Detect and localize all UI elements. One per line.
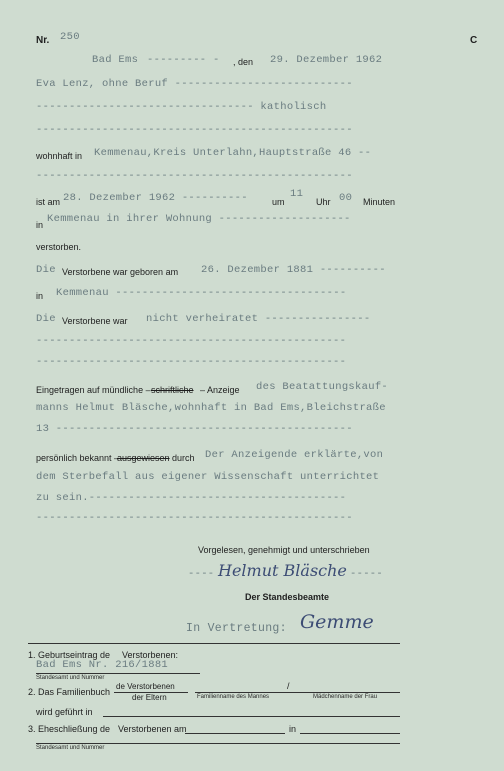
- um-label: um: [272, 197, 285, 207]
- corner-mark: C: [470, 35, 478, 46]
- birth-entry-rule: [36, 673, 200, 674]
- family-book-col2: Mädchenname der Frau: [313, 694, 378, 700]
- informant-line-3: 13 ---------------------------------------------: [36, 423, 353, 435]
- identity-line-4: ------------------------------------------------: [36, 512, 353, 524]
- identity-line-1: Der Anzeigende erklärte,von: [205, 449, 384, 461]
- family-book-rule: [195, 692, 400, 693]
- birth-entry-label-b: Verstorbenen:: [122, 650, 179, 660]
- religion-line: --------------------------------- katholisch: [36, 101, 327, 113]
- residence-filler: ------------------------------------------------: [36, 170, 353, 182]
- registrar-signature: Gemme: [300, 611, 374, 633]
- family-book-col1: Familienname des Mannes: [197, 694, 270, 700]
- family-book-cont-rule: [103, 716, 400, 717]
- read-approved-line: Vorgelesen, genehmigt und unterschrieben: [198, 545, 370, 555]
- marital-filler-1: -----------------------------------------------: [36, 335, 347, 347]
- residence-value: Kemmenau,Kreis Unterlahn,Hauptstraße 46 --: [94, 147, 372, 159]
- marriage-rule: [36, 743, 400, 744]
- birth-in-label: in: [36, 291, 44, 301]
- nr-value: 250: [60, 31, 80, 43]
- sig-dash-left: ----: [188, 568, 215, 580]
- birth-place: Kemmenau -----------------------------------: [56, 287, 347, 299]
- marriage-mid: Verstorbenen am: [118, 724, 187, 734]
- deceased-name-line: Eva Lenz, ohne Beruf ---------------------------: [36, 78, 353, 90]
- residence-label: wohnhaft in: [36, 151, 83, 161]
- identity-line-3: zu sein.---------------------------------------: [36, 492, 347, 504]
- informant-line-1: des Beatattungskauf-: [256, 381, 389, 393]
- registration-label-b: – Anzeige: [200, 385, 240, 395]
- nr-label: Nr.: [36, 35, 50, 46]
- birth-date: 26. Dezember 1881 ----------: [201, 264, 386, 276]
- minuten-label: Minuten: [363, 197, 396, 207]
- informant-signature: Helmut Bläsche: [218, 561, 347, 580]
- birth-entry-value: Bad Ems Nr. 216/1881: [36, 659, 169, 671]
- deputy-label: In Vertretung:: [186, 622, 287, 635]
- informant-line-2: manns Helmut Bläsche,wohnhaft in Bad Ems,Bleichstraße: [36, 402, 386, 414]
- marriage-label: 3. Eheschließung de: [28, 724, 111, 734]
- sig-dash-right: -----: [350, 568, 384, 580]
- registrar-title: Der Standesbeamte: [245, 592, 330, 602]
- identity-label-struck: ausgewiesen: [117, 453, 170, 463]
- family-book-bottom: der Eltern: [132, 693, 167, 702]
- identity-label-b: durch: [172, 453, 195, 463]
- family-book-cont: wird geführt in: [36, 707, 93, 717]
- uhr-label: Uhr: [316, 197, 331, 207]
- birth-article: Die: [36, 264, 56, 276]
- marriage-place-rule: [300, 733, 400, 734]
- family-book-slash: /: [287, 681, 290, 691]
- filler: --------- -: [147, 54, 220, 66]
- death-hour: 11: [290, 188, 304, 200]
- den-label: , den: [233, 57, 254, 67]
- family-book-label: 2. Das Familienbuch: [28, 687, 111, 697]
- registration-label-struck: schriftliche: [151, 385, 194, 395]
- registry-date: 29. Dezember 1962: [270, 54, 383, 66]
- death-place: Kemmenau in ihrer Wohnung --------------------: [47, 213, 351, 225]
- marriage-date-rule: [185, 733, 285, 734]
- registry-place: Bad Ems: [92, 54, 139, 66]
- birth-entry-sub: Standesamt und Nummer: [36, 675, 105, 681]
- verstorben-label: verstorben.: [36, 242, 82, 252]
- ist-am-label: ist am: [36, 197, 61, 207]
- identity-label-a: persönlich bekannt –: [36, 453, 120, 463]
- death-date: 28. Dezember 1962 ----------: [63, 192, 248, 204]
- identity-line-2: dem Sterbefall aus eigener Wissenschaft unterrichtet: [36, 471, 380, 483]
- birth-entry-label-a: 1. Geburtseintrag de: [28, 650, 111, 660]
- family-book-top: de Verstorbenen: [116, 682, 175, 691]
- death-in-label: in: [36, 220, 44, 230]
- marriage-sub: Standesamt und Nummer: [36, 745, 105, 751]
- marital-article: Die: [36, 313, 56, 325]
- marital-label: Verstorbene war: [62, 316, 128, 326]
- marital-value: nicht verheiratet ----------------: [146, 313, 371, 325]
- footer-rule: [28, 643, 400, 644]
- marital-filler-2: -----------------------------------------------: [36, 356, 347, 368]
- person-filler-line: ------------------------------------------------: [36, 124, 353, 136]
- death-minutes: 00: [339, 192, 353, 204]
- marriage-in: in: [289, 724, 297, 734]
- birth-label: Verstorbene war geboren am: [62, 267, 179, 277]
- registration-label-a: Eingetragen auf mündliche –: [36, 385, 151, 395]
